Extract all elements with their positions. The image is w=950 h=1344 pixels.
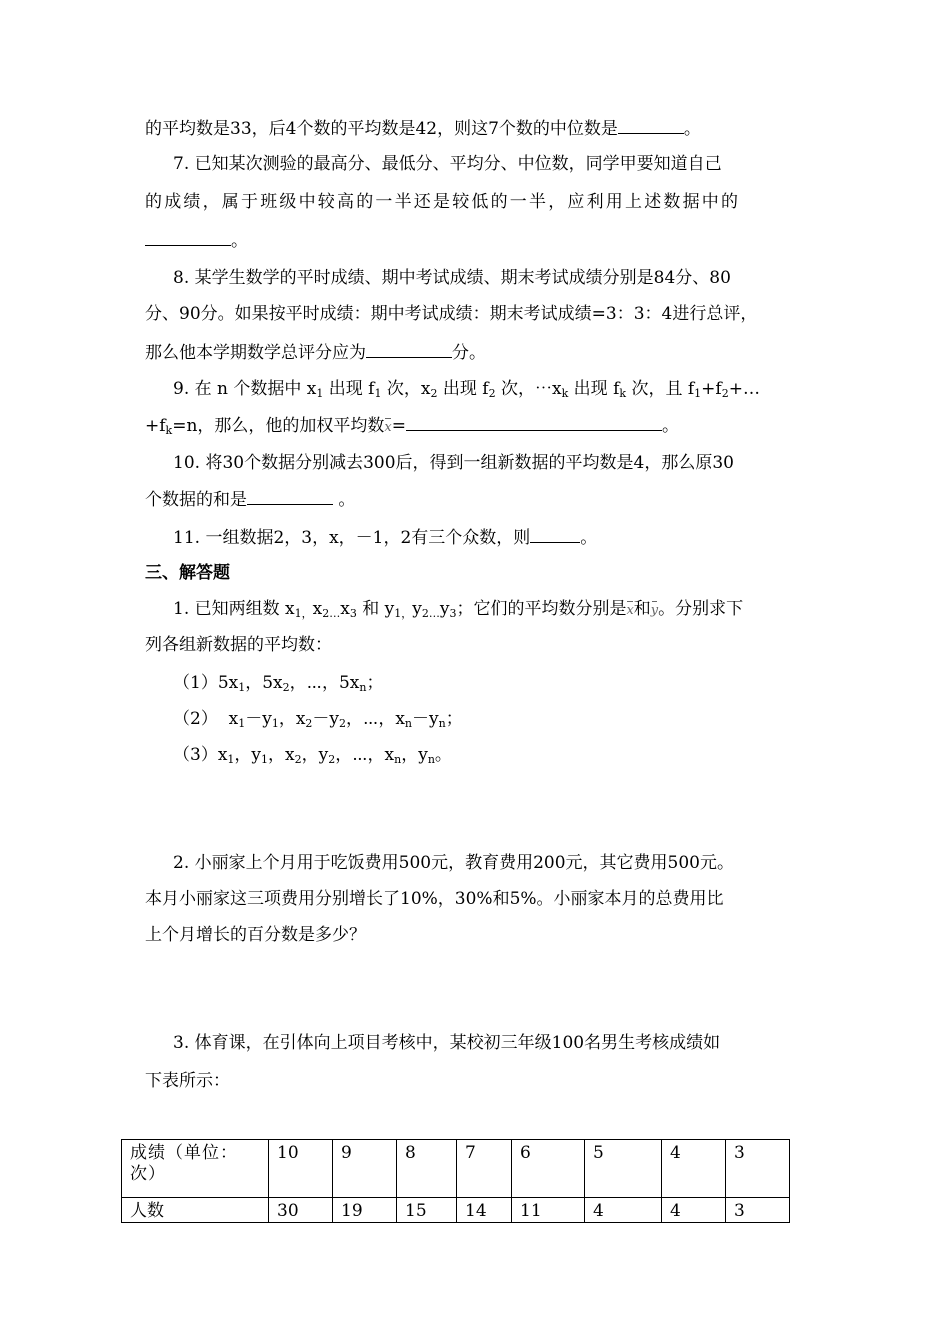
count-cell: 11: [512, 1198, 585, 1223]
answer-blank: [247, 487, 333, 505]
p1-item-2: （2） $x_1-y_1$，$x_2-y_2$，⋯，$x_n-y_n$；: [173, 709, 463, 730]
p3-line-1: 3. 体育课，在引体向上项目考核中，某校初三年级100名男生考核成绩如: [173, 1033, 721, 1053]
score-cell: 8: [397, 1140, 457, 1198]
q7-line-2: 的成绩，属于班级中较高的一半还是较低的一半，应利用上述数据中的: [145, 192, 741, 212]
q10-line-1: 10. 将30个数据分别减去300后，得到一组新数据的平均数是4，那么原30: [173, 453, 734, 473]
table-row-label: 人数: [122, 1198, 269, 1223]
score-cell: 4: [662, 1140, 726, 1198]
count-cell: 19: [333, 1198, 397, 1223]
p1-item-1: $(1)5x_1$，$5x_2$，⋯，$5x_n$；: [173, 673, 384, 694]
score-cell: 5: [585, 1140, 662, 1198]
count-cell: 3: [726, 1198, 790, 1223]
p3-line-2: 下表所示：: [145, 1071, 230, 1091]
score-cell: 6: [512, 1140, 585, 1198]
table-header-cell: 成绩（单位：次）: [122, 1140, 269, 1198]
answer-blank: [618, 116, 684, 134]
score-table: [121, 1139, 790, 1223]
count-cell: 4: [662, 1198, 726, 1223]
x-bar-symbol: x: [626, 599, 633, 623]
p2-line-1: 2. 小丽家上个月用于吃饭费用500元，教育费用200元，其它费用500元。: [173, 853, 734, 873]
count-cell: 14: [457, 1198, 512, 1223]
y-bar-symbol: y: [651, 599, 658, 623]
answer-blank: [406, 413, 662, 431]
answer-blank: [366, 340, 452, 358]
q8-line-3: 那么他本学期数学总评分应为 分。: [145, 340, 486, 365]
x-bar-symbol: x: [384, 416, 391, 440]
table-row: [122, 1140, 790, 1198]
p1-line-1: 1. 已知两组数 $x_{1,}x_{2\dots}x_3$ 和 $y_{1,}y_{2\dots}y_3$；它们的平均数分别是x和y。分别求下: [173, 597, 743, 623]
section-3-title: 三、解答题: [145, 563, 230, 583]
q8-line-2: 分、90分。如果按平时成绩：期中考试成绩：期末考试成绩=3：3：4进行总评，: [145, 304, 758, 324]
p1-line-2: 列各组新数据的平均数：: [145, 635, 332, 655]
q11-line: 11. 一组数据2，3，x，－1，2有三个众数，则 。: [173, 525, 597, 550]
p2-line-3: 上个月增长的百分数是多少？: [145, 925, 366, 945]
count-cell: 30: [269, 1198, 333, 1223]
q10-line-2: 个数据的和是 。: [145, 487, 355, 512]
q7-line-3: 。: [145, 228, 248, 253]
score-cell: 10: [269, 1140, 333, 1198]
score-cell: 3: [726, 1140, 790, 1198]
count-cell: 4: [585, 1198, 662, 1223]
q9-line-1: 9. 在 n 个数据中 $x_1$ 出现 $f_1$ 次，$x_2$ 出现 $f_2$ 次，$\cdots x_k$ 出现 $f_k$ 次，且 $f_1+f_2+\dots$: [173, 379, 760, 400]
count-cell: 15: [397, 1198, 457, 1223]
q8-line-1: 8. 某学生数学的平时成绩、期中考试成绩、期末考试成绩分别是84分、80: [173, 268, 731, 288]
answer-blank: [145, 228, 231, 246]
q6-tail-line: 的平均数是33，后4个数的平均数是42，则这7个数的中位数是 。: [145, 116, 701, 141]
score-cell: 7: [457, 1140, 512, 1198]
q7-line-1: 7. 已知某次测验的最高分、最低分、平均分、中位数，同学甲要知道自己: [173, 154, 722, 174]
table-row: [122, 1198, 790, 1223]
answer-blank: [530, 525, 580, 543]
q9-line-2: $+f_k=n$，那么，他的加权平均数x= 。: [145, 413, 679, 440]
score-cell: 9: [333, 1140, 397, 1198]
p1-item-3: $(3)x_1$，$y_1$，$x_2$，$y_2$，⋯，$x_n$，$y_n$。: [173, 745, 452, 766]
p2-line-2: 本月小丽家这三项费用分别增长了10%，30%和5%。小丽家本月的总费用比: [145, 889, 724, 909]
